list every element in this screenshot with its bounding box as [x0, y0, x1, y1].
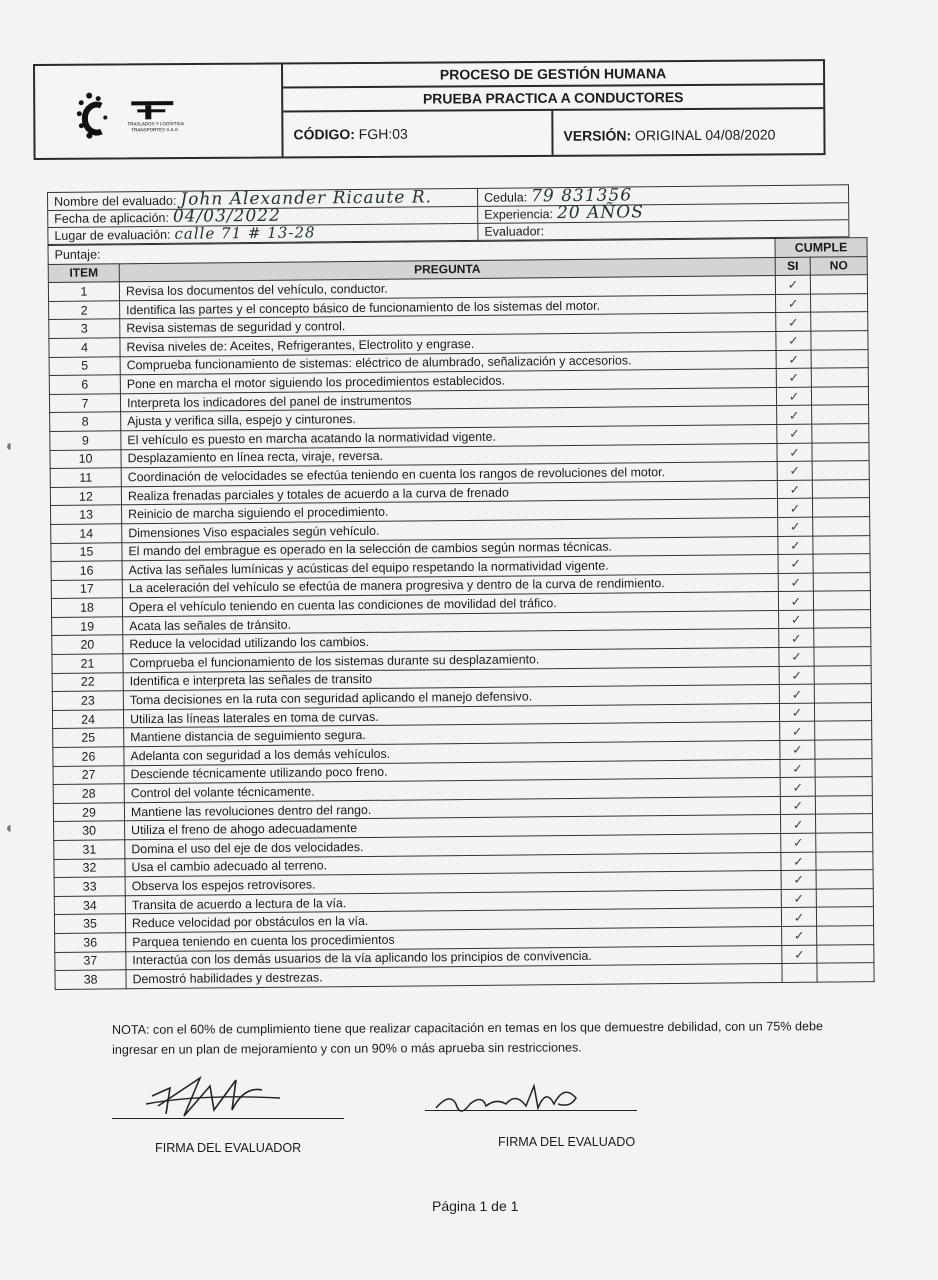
version-label: VERSIÓN:: [563, 127, 632, 144]
item-si-check[interactable]: ✓: [775, 275, 810, 294]
item-no-check[interactable]: [813, 535, 870, 554]
item-number: 25: [53, 728, 124, 747]
evaluation-form: [47, 184, 857, 989]
code-label: CÓDIGO:: [293, 126, 355, 143]
item-number: 8: [50, 412, 121, 431]
item-si-check[interactable]: ✓: [778, 554, 813, 573]
item-si-check[interactable]: ✓: [776, 313, 811, 332]
item-si-check[interactable]: ✓: [779, 629, 814, 648]
item-question: El vehículo es puesto en marcha acatando la normatividad vigente.: [121, 424, 777, 449]
item-si-check[interactable]: ✓: [780, 740, 815, 759]
item-si-check[interactable]: ✓: [779, 666, 814, 685]
item-no-check[interactable]: [811, 368, 868, 387]
item-no-check[interactable]: [814, 665, 871, 684]
item-number: 9: [50, 431, 121, 450]
item-number: 29: [53, 803, 124, 822]
item-no-check[interactable]: [814, 647, 871, 666]
item-si-check[interactable]: ✓: [781, 833, 816, 852]
item-no-check[interactable]: [816, 814, 873, 833]
item-si-check[interactable]: ✓: [781, 815, 816, 834]
item-si-check[interactable]: ✓: [777, 424, 812, 443]
item-si-check[interactable]: ✓: [778, 591, 813, 610]
margin-mark: ◖: [4, 820, 14, 837]
item-no-check[interactable]: [812, 405, 869, 424]
item-question: Revisa los documentos del vehículo, conductor.: [119, 276, 775, 301]
item-number: 35: [54, 914, 125, 933]
item-si-check[interactable]: ✓: [776, 350, 811, 369]
item-number: 14: [51, 524, 122, 543]
item-number: 15: [51, 542, 122, 561]
item-number: 27: [53, 765, 124, 784]
evaluation-table: [48, 237, 875, 990]
item-question: Comprueba funcionamiento de sistemas: eléctrico de alumbrado, señalización y accesorios.: [120, 350, 776, 375]
item-question: Pone en marcha el motor siguiendo los procedimientos establecidos.: [120, 369, 776, 394]
item-question: Transita de acuerdo a lectura de la vía.: [125, 889, 781, 914]
item-si-check[interactable]: ✓: [780, 796, 815, 815]
item-number: 37: [55, 951, 126, 970]
item-no-check[interactable]: [815, 721, 872, 740]
item-question: Ajusta y verifica silla, espejo y cinturones.: [121, 406, 777, 431]
item-si-check[interactable]: ✓: [776, 387, 811, 406]
process-title: PROCESO DE GESTIÓN HUMANA: [283, 61, 823, 88]
place-label: Lugar de evaluación:: [54, 227, 171, 243]
item-si-check[interactable]: ✓: [781, 908, 816, 927]
item-no-check[interactable]: [814, 702, 871, 721]
item-number: 33: [54, 877, 125, 896]
item-number: 23: [52, 691, 123, 710]
note-text: NOTA: con el 60% de cumplimiento tiene que realizar capacitación en temas en los que demuestre debilidad, con un 75% debe ingresar en un plan de mejoramiento y con un 90% o más aprueba sin restricciones.: [111, 1019, 824, 1057]
item-number: 30: [54, 821, 125, 840]
item-no-check[interactable]: [810, 275, 867, 294]
date-value: 04/03/2022: [172, 205, 281, 227]
si-header: SI: [775, 257, 810, 276]
item-no-check[interactable]: [812, 424, 869, 443]
item-question: Parquea teniendo en cuenta los procedimientos: [126, 926, 782, 951]
evaluator-signature-label: FIRMA DEL EVALUADOR: [155, 1141, 302, 1155]
id-value: 79 831356: [531, 185, 633, 207]
item-question: Activa las señales lumínicas y acústicas del equipo respetando la normatividad vigente.: [122, 555, 778, 580]
item-si-check[interactable]: ✓: [779, 684, 814, 703]
item-question: Desplazamiento en línea recta, viraje, reversa.: [121, 443, 777, 468]
item-no-check[interactable]: [811, 312, 868, 331]
item-no-check[interactable]: [811, 331, 868, 350]
item-si-check[interactable]: ✓: [779, 647, 814, 666]
item-no-check[interactable]: [814, 628, 871, 647]
item-si-check[interactable]: ✓: [777, 443, 812, 462]
item-number: 4: [49, 338, 120, 357]
item-si-check[interactable]: ✓: [781, 870, 816, 889]
item-si-check[interactable]: ✓: [779, 703, 814, 722]
item-question: Revisa sistemas de seguridad y control.: [120, 313, 776, 338]
item-number: 21: [52, 654, 123, 673]
item-question: Comprueba el funcionamiento de los sistemas durante su desplazamiento.: [123, 648, 779, 673]
item-question: El mando del embrague es operado en la selección de cambios según normas técnicas.: [122, 536, 778, 561]
item-si-check[interactable]: ✓: [778, 573, 813, 592]
item-no-check[interactable]: [817, 963, 874, 982]
item-number: 10: [50, 449, 121, 468]
item-number: 38: [55, 970, 126, 989]
item-si-check[interactable]: ✓: [781, 852, 816, 871]
item-question: Usa el cambio adecuado al terreno.: [125, 852, 781, 877]
item-si-check[interactable]: ✓: [780, 722, 815, 741]
item-no-check[interactable]: [816, 888, 873, 907]
date-label: Fecha de aplicación:: [54, 210, 169, 226]
item-question: Interpreta los indicadores del panel de instrumentos: [120, 387, 776, 412]
item-no-check[interactable]: [814, 684, 871, 703]
item-question: Reduce la velocidad utilizando los cambios.: [123, 629, 779, 654]
experience-label: Experiencia:: [484, 207, 554, 222]
item-number: 16: [51, 561, 122, 580]
item-si-check[interactable]: ✓: [776, 368, 811, 387]
version-field: [553, 120, 823, 144]
item-no-check[interactable]: [814, 609, 871, 628]
item-question: Mantiene distancia de seguimiento segura.: [124, 722, 780, 747]
item-number: 7: [49, 394, 120, 413]
logo-icon: [35, 64, 282, 158]
item-number: 22: [52, 672, 123, 691]
item-no-check[interactable]: [811, 293, 868, 312]
item-si-check[interactable]: ✓: [780, 777, 815, 796]
item-number: 26: [53, 747, 124, 766]
item-number: 20: [52, 635, 123, 654]
item-question: Toma decisiones en la ruta con seguridad aplicando el manejo defensivo.: [123, 685, 779, 710]
item-no-check[interactable]: [812, 479, 869, 498]
item-number: 3: [49, 319, 120, 338]
item-number: 19: [52, 617, 123, 636]
item-si-check[interactable]: ✓: [780, 759, 815, 778]
question-header: PREGUNTA: [119, 257, 775, 282]
company-logo: [35, 64, 284, 158]
page-number: Página 1 de 1: [432, 1198, 519, 1214]
evaluated-signature-label: FIRMA DEL EVALUADO: [498, 1135, 636, 1149]
item-number: 12: [50, 487, 121, 506]
test-title: PRUEBA PRACTICA A CONDUCTORES: [283, 85, 823, 112]
code-value: FGH:03: [358, 125, 408, 143]
item-question: Coordinación de velocidades se efectúa teniendo en cuenta los rangos de revoluciones del motor.: [121, 462, 777, 487]
item-no-check[interactable]: [817, 926, 874, 945]
item-number: 6: [49, 375, 120, 394]
place-value: calle 71 # 13-28: [174, 223, 316, 243]
margin-mark: ◖: [4, 438, 14, 455]
item-question: Realiza frenadas parciales y totales de acuerdo a la curva de frenado: [121, 480, 777, 505]
no-header: NO: [810, 256, 867, 275]
item-number: 32: [54, 858, 125, 877]
item-question: Revisa niveles de: Aceites, Refrigerantes, Electrolito y engrase.: [120, 331, 776, 356]
item-si-check[interactable]: ✓: [778, 517, 813, 536]
item-si-check[interactable]: ✓: [776, 294, 811, 313]
item-question: Mantiene las revoluciones dentro del rango.: [124, 796, 780, 821]
code-field: [283, 111, 553, 157]
item-question: Identifica e interpreta las señales de transito: [123, 666, 779, 691]
score-label: Puntaje:: [54, 247, 101, 262]
item-si-check[interactable]: ✓: [777, 498, 812, 517]
item-number: 36: [55, 933, 126, 952]
item-number: 11: [50, 468, 121, 487]
item-si-check[interactable]: ✓: [779, 610, 814, 629]
item-si-check[interactable]: ✓: [776, 331, 811, 350]
item-question: Domina el uso del eje de dos velocidades.: [125, 833, 781, 858]
item-si-check[interactable]: ✓: [777, 480, 812, 499]
item-no-check[interactable]: [816, 851, 873, 870]
evaluated-signature-line: [425, 1110, 637, 1111]
item-no-check[interactable]: [813, 591, 870, 610]
item-no-check[interactable]: [817, 944, 874, 963]
item-si-check[interactable]: ✓: [777, 406, 812, 425]
item-header: ITEM: [48, 263, 119, 282]
evaluator-signature-line: [112, 1118, 344, 1119]
evaluated-signature: [430, 1074, 600, 1124]
item-question: Dimensiones Viso espaciales según vehículo.: [122, 517, 778, 542]
item-question: Acata las señales de tránsito.: [123, 610, 779, 635]
item-si-check[interactable]: ✓: [782, 945, 817, 964]
item-si-check[interactable]: ✓: [778, 536, 813, 555]
item-question: Reduce velocidad por obstáculos en la vía.: [125, 908, 781, 933]
item-question: Utiliza el freno de ahogo adecuadamente: [125, 815, 781, 840]
item-no-check[interactable]: [815, 777, 872, 796]
cumple-header: CUMPLE: [775, 238, 867, 257]
item-number: 31: [54, 840, 125, 859]
item-question: Desciende técnicamente utilizando poco freno.: [124, 759, 780, 784]
item-no-check[interactable]: [811, 386, 868, 405]
item-list: [48, 275, 874, 989]
item-number: 28: [53, 784, 124, 803]
svg-text:TRANSPORTES S.A.S: TRANSPORTES S.A.S: [131, 127, 178, 133]
name-label: Nombre del evaluado:: [54, 193, 177, 209]
document-header: [33, 59, 826, 160]
item-question: Opera el vehículo teniendo en cuenta las condiciones de movilidad del tráfico.: [122, 592, 778, 617]
version-value: ORIGINAL 04/08/2020: [634, 126, 776, 144]
item-no-check[interactable]: [813, 572, 870, 591]
item-si-check[interactable]: ✓: [782, 926, 817, 945]
item-number: 34: [54, 896, 125, 915]
item-no-check[interactable]: [812, 442, 869, 461]
item-no-check[interactable]: [812, 498, 869, 517]
item-no-check[interactable]: [813, 554, 870, 573]
experience-value: 20 AÑOS: [556, 202, 644, 224]
item-question: Observa los espejos retrovisores.: [125, 871, 781, 896]
evaluator-signature: [140, 1066, 290, 1126]
item-question: Interactúa con los demás usuarios de la vía aplicando los principios de convivencia.: [126, 945, 782, 970]
item-question: La aceleración del vehículo se efectúa de manera progresiva y dentro de la curva de rendimiento.: [122, 573, 778, 598]
item-no-check[interactable]: [812, 461, 869, 480]
item-no-check[interactable]: [816, 833, 873, 852]
item-no-check[interactable]: [816, 870, 873, 889]
item-number: 13: [51, 505, 122, 524]
evaluator-label: Evaluador:: [484, 224, 545, 239]
item-number: 1: [48, 282, 119, 301]
item-no-check[interactable]: [813, 517, 870, 536]
item-no-check[interactable]: [815, 795, 872, 814]
item-number: 5: [49, 356, 120, 375]
item-number: 18: [51, 598, 122, 617]
item-question: Control del volante técnicamente.: [124, 778, 780, 803]
item-si-check[interactable]: ✓: [777, 461, 812, 480]
item-no-check[interactable]: [816, 907, 873, 926]
item-si-check[interactable]: [782, 963, 817, 982]
item-question: Identifica las partes y el concepto básico de funcionamiento de los sistemas del motor.: [120, 294, 776, 319]
item-question: Demostró habilidades y destrezas.: [126, 964, 782, 989]
item-question: Adelanta con seguridad a los demás vehículos.: [124, 741, 780, 766]
item-number: 24: [52, 710, 123, 729]
item-number: 2: [49, 301, 120, 320]
svg-text:TRASLADOS Y LOGÍSTICA: TRASLADOS Y LOGÍSTICA: [127, 121, 184, 127]
item-question: Utiliza las líneas laterales en toma de curvas.: [123, 703, 779, 728]
item-no-check[interactable]: [815, 758, 872, 777]
item-si-check[interactable]: ✓: [781, 889, 816, 908]
item-number: 17: [51, 579, 122, 598]
item-no-check[interactable]: [811, 349, 868, 368]
item-no-check[interactable]: [815, 740, 872, 759]
item-question: Reinicio de marcha siguiendo el procedimiento.: [122, 499, 778, 524]
id-label: Cedula:: [484, 190, 528, 205]
evaluator-field: [478, 220, 848, 241]
name-value: John Alexander Ricaute R.: [180, 187, 433, 210]
